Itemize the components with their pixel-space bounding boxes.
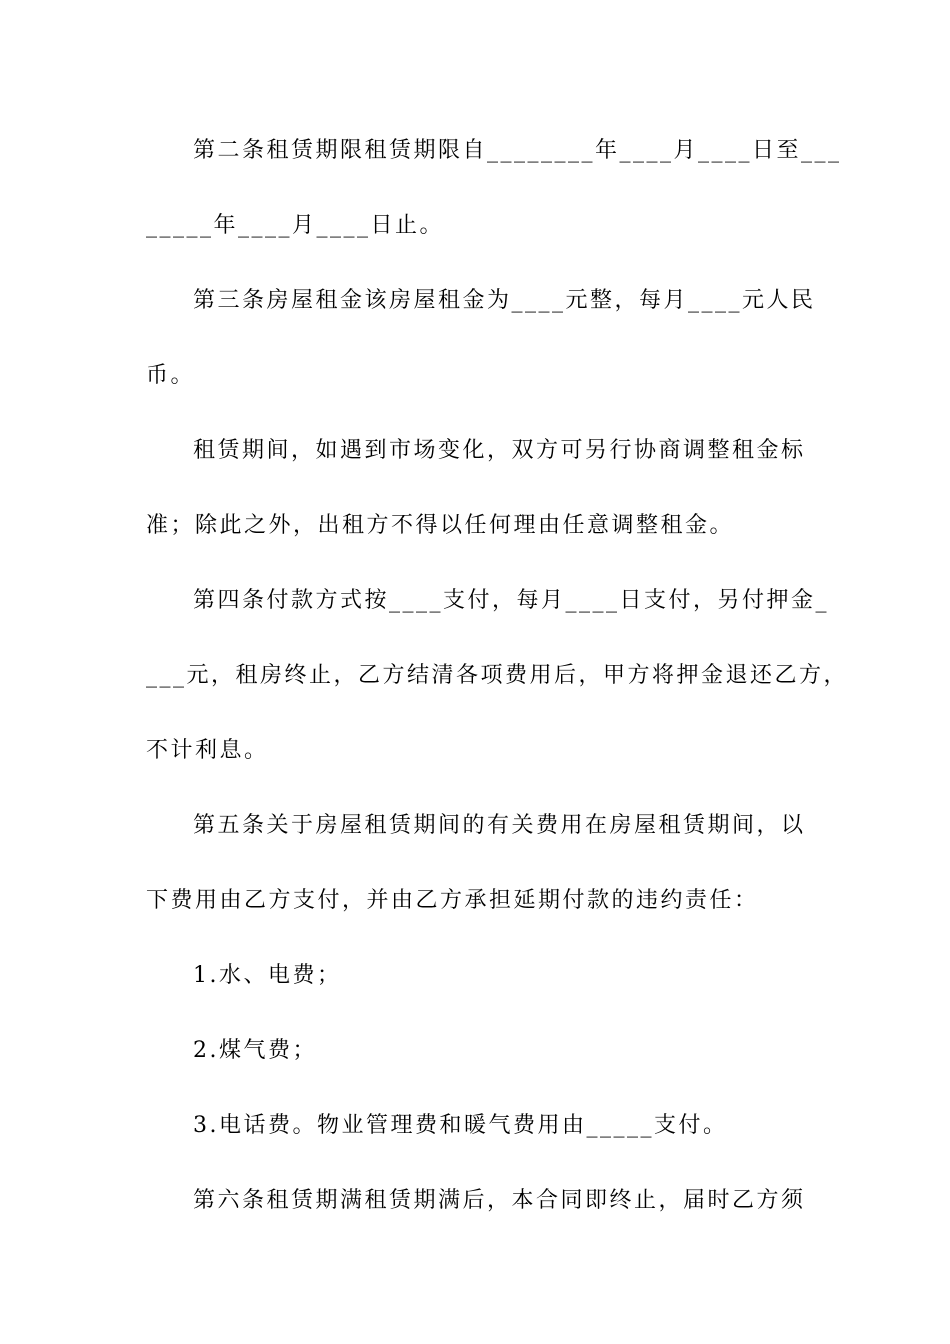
list-item-2: 2.煤气费； (193, 1038, 317, 1063)
clause-3-line-2: 币。 (146, 363, 196, 388)
list-item-1: 1.水、电费； (193, 963, 342, 988)
clause-5-line-2: 下费用由乙方支付，并由乙方承担延期付款的违约责任： (146, 888, 759, 913)
clause-3-line-1: 第三条房屋租金该房屋租金为____元整，每月____元人民 (193, 288, 816, 313)
clause-2-line-1: 第二条租赁期限租赁期限自________年____月____日至___ (193, 138, 842, 163)
clause-4-line-2: ___元，租房终止，乙方结清各项费用后，甲方将押金退还乙方， (146, 663, 849, 688)
rent-adjust-line-2: 准；除此之外，出租方不得以任何理由任意调整租金。 (146, 513, 735, 538)
list-item-3: 3.电话费。物业管理费和暖气费用由_____支付。 (193, 1113, 728, 1138)
clause-2-line-2: _____年____月____日止。 (146, 213, 445, 238)
clause-6-line-1: 第六条租赁期满租赁期满后，本合同即终止，届时乙方须 (193, 1188, 806, 1213)
clause-4-line-1: 第四条付款方式按____支付，每月____日支付，另付押金_ (193, 588, 830, 613)
clause-5-line-1: 第五条关于房屋租赁期间的有关费用在房屋租赁期间，以 (193, 813, 806, 838)
clause-4-line-3: 不计利息。 (146, 738, 269, 763)
rent-adjust-line-1: 租赁期间，如遇到市场变化，双方可另行协商调整租金标 (193, 438, 806, 463)
